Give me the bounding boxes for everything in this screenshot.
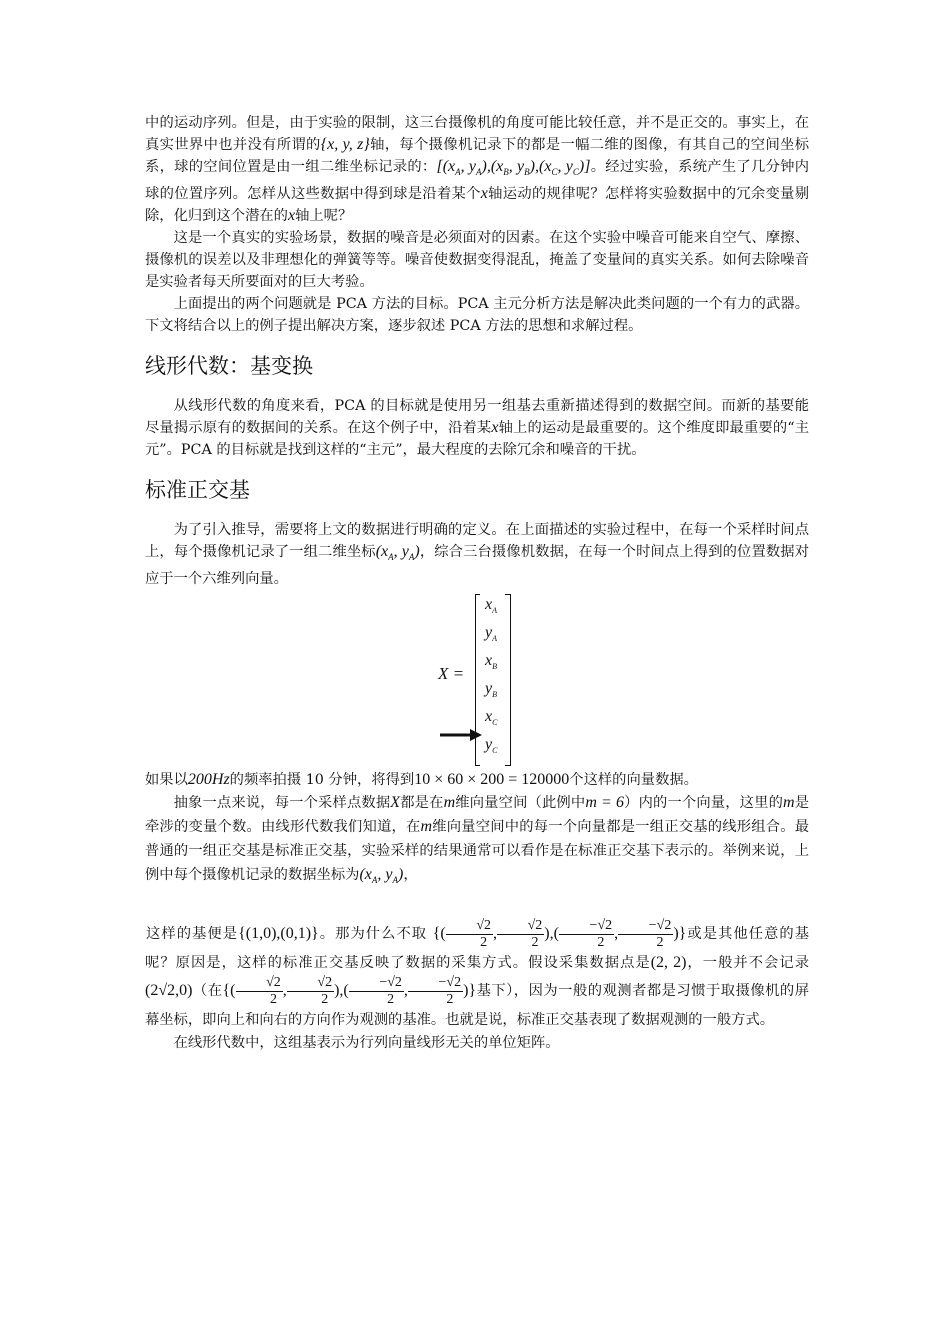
vector-entry: $x_A$ [485, 596, 497, 615]
column-vector-equation [145, 594, 809, 769]
math-rotated-basis: {( $\frac{√2}{2}$ , $\frac{√2}{2}$ ),( $\frac{-√2}{2}$ , $\frac{-√2}{2}$ )} [432, 917, 687, 950]
paragraph-2: 这是一个真实的实验场景，数据的噪音是必须面对的因素。在这个实验中噪音可能来自空气、摩擦、摄像机的误差以及非理想化的弹簧等等。噪音使数据变得混乱，掩盖了变量间的真实关系。如何去除噪音是实验者每天所要面对的巨大考验。 [145, 230, 809, 290]
paragraph-1: 中的运动序列。但是，由于实验的限制，这三台摄像机的角度可能比较任意，并不是正交的。事实上，在真实世界中也并没有所谓的{x, y, z}轴，每个摄像机记录下的都是一幅二维的图像，有其自己的空间坐标系，球的空间位置是由一组二维坐标记录的：[($x_A$, $y_A),(x_B$, $y_B),(x_C$, $y_C$)]。经过实验，系统产生了几分钟内球的位置序列。怎样从这些数据中得到球是沿着某个x轴运动的规律呢？怎样将实验数据中的冗余变量剔除，化归到这个潜在的x轴上呢？ [145, 115, 810, 224]
math-rotated-basis-2: {( $\frac{√2}{2}$ , $\frac{√2}{2}$ ),( $\frac{-√2}{2}$ , $\frac{-√2}{2}$ )} [222, 974, 477, 1007]
document-page [145, 112, 809, 1054]
vector-entry: $x_C$ [485, 708, 498, 727]
math-xyz: {x, y, z} [320, 136, 370, 153]
paragraph-5: 为了引入推导，需要将上文的数据进行明确的定义。在上面描述的实验过程中，在每一个采样时间点上，每个摄像机记录了一组二维坐标($x_A$, $y_A$)，综合三台摄像机数据，在每一个时间点上得到的位置数据对应于一个六维列向量。 [145, 522, 810, 587]
paragraph-3: 上面提出的两个问题就是 PCA 方法的目标。PCA 主元分析方法是解决此类问题的一个有力的武器。下文将结合以上的例子提出解决方案，逐步叙述 PCA 方法的思想和求解过程。 [145, 296, 809, 334]
vector-entry: $y_A$ [485, 624, 497, 643]
paragraph-4: 从线形代数的角度来看，PCA 的目标就是使用另一组基去重新描述得到的数据空间。而新的基要能尽量揭示原有的数据间的关系。在这个例子中，沿着某x轴上的运动是最重要的。这个维度即最重要的“主元”。PCA 的目标就是找到这样的“主元”，最大程度的去除冗余和噪音的干扰。 [145, 398, 810, 458]
math-record: (2√2,0) [145, 982, 193, 999]
section-heading-orthonormal-basis: 标准正交基 [145, 478, 250, 502]
vector-entry: $x_B$ [485, 652, 497, 671]
paragraph-6: 如果以200Hz的频率拍摄 10 分钟，将得到10 × 60 × 200 = 120000个这样的向量数据。 [145, 771, 698, 788]
vector-entry: $y_C$ [485, 736, 498, 755]
arrow-icon [440, 728, 482, 742]
paragraph-8: 在线形代数中，这组基表示为行列向量线形无关的单位矩阵。 [173, 1034, 560, 1051]
vector-lhs: X = [438, 664, 465, 683]
paragraph-7: 抽象一点来说，每一个采样点数据X都是在m维向量空间（此例中m = 6）内的一个向量，这里的m是牵涉的变量个数。由线形代数我们知道，在m维向量空间中的每一个向量都是一组正交基的线形组合。最普通的一组正交基是标准正交基，实验采样的结果通常可以看作是在标准正交基下表示的。举例来说，上例中每个摄像机记录的数据坐标为($x_A$, $y_A$)， 这样的基便是{(1,0),(0,1)}。那为什么不取 {( $\frac{√2}{2}$ , $\frac{√2}{2}$ ),( $\frac{-√2}{2}$ , $\frac{-√2}{2}$ )}或是其他任意的基呢？原因是，这样的标准正交基反映了数据的采集方式。假设采集数据点是(2, 2)，一般并不会记录(2√2,0)（在{( $\frac{√2}{2}$ , $\frac{√2}{2}$ ),( $\frac{-√2}{2}$ , $\frac{-√2}{2}$ )}基下），因为一般的观测者都是习惯于取摄像机的屏幕坐标，即向上和向右的方向作为观测的基准。也就是说，标准正交基表现了数据观测的一般方式。 [145, 794, 810, 1028]
section-heading-basis-change: 线形代数：基变换 [145, 354, 313, 378]
vector-entry: $y_B$ [485, 680, 497, 699]
math-coord-list: [($x_A$, $y_A),(x_B$, $y_B),(x_C$, $y_C$)] [436, 158, 591, 177]
